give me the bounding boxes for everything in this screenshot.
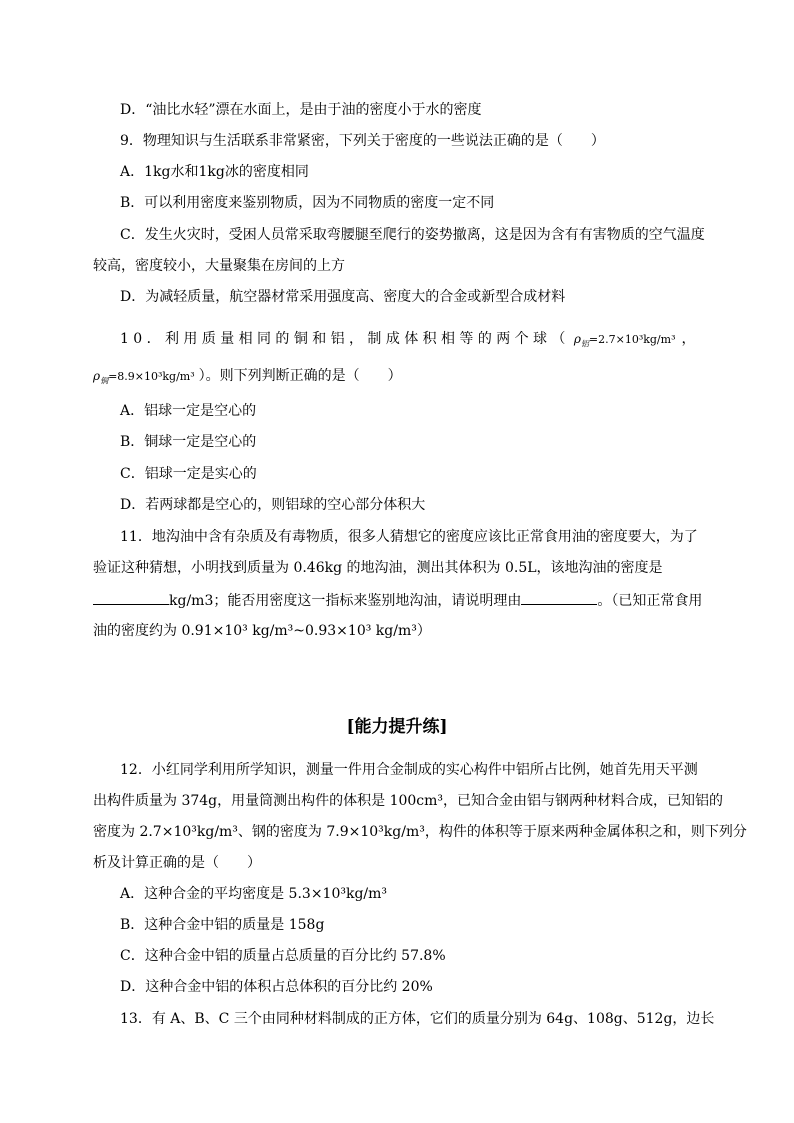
q11-stem-line4: 油的密度约为 0.91×10³ kg/m³~0.93×10³ kg/m³） [93,623,431,639]
q10-option-a: A．铝球一定是空心的 [120,403,257,419]
q12-stem-line2: 出构件质量为 374g，用量筒测出构件的体积是 100cm³，已知合金由铝与钢两种材料合成，已知铝的 [93,793,724,809]
q12-option-c: C．这种合金中铝的质量占总质量的百分比约 57.8% [120,948,446,964]
q13-stem: 13．有 A、B、C 三个由同种材料制成的正方体，它们的质量分别为 64g、108g、512g，边长 [120,1011,715,1027]
rho-aluminum-formula: $\rho_铝=2.7\times 10^3kg/m^3$ [573,332,676,349]
q11-stem-line2: 验证这种猜想，小明找到质量为 0.46kg 的地沟油，测出其体积为 0.5L，该地沟油的密度是 [93,560,663,576]
q10-option-d: D．若两球都是空心的，则铝球的空心部分体积大 [120,497,426,513]
q11-stem-line3: kg/m3；能否用密度这一指标来鉴别地沟油，请说明理由 。（已知正常食用 [93,590,702,611]
q9-option-c-cont: 较高，密度较小，大量聚集在房间的上方 [93,258,345,274]
q10-option-c: C．铝球一定是实心的 [120,466,257,482]
q9-stem: 9．物理知识与生活联系非常紧密，下列关于密度的一些说法正确的是（ ） [120,133,605,149]
q12-option-d: D．这种合金中铝的体积占总体积的百分比约 20% [120,979,433,995]
answer-blank-reason[interactable] [521,590,597,605]
q12-option-a: A．这种合金的平均密度是 5.3×10³kg/m³ [120,886,388,902]
q9-option-d: D．为减轻质量，航空器材常采用强度高、密度大的合金或新型合成材料 [120,289,566,305]
q12-stem-line3: 密度为 2.7×10³kg/m³、钢的密度为 7.9×10³kg/m³，构件的体积等于原来两种金属体积之和，则下列分 [93,824,747,840]
q8-option-d: D．“油比水轻”漂在水面上，是由于油的密度小于水的密度 [120,102,482,118]
q9-option-c: C．发生火灾时，受困人员常采取弯腰腿至爬行的姿势撤离，这是因为含有有害物质的空气温度 [120,227,705,243]
q10-option-b: B．铜球一定是空心的 [120,434,257,450]
rho-copper-formula: $\rho_铜=8.9\times 10^3kg/m^3$ [93,369,195,386]
q11-stem: 11．地沟油中含有杂质及有毒物质，很多人猜想它的密度应该比正常食用油的密度要大，为了 [120,529,698,545]
q12-stem-line4: 析及计算正确的是（ ） [93,855,261,871]
q10-stem: 10．利用质量相同的铜和铝，制成体积相等的两个球（ $\rho_铝=2.7\times 10^3kg/m^3$ ， [120,331,696,349]
q10-stem-cont: $\rho_铜=8.9\times 10^3kg/m^3$ ）。则下列判断正确的是（ ） [93,368,402,386]
q12-stem: 12．小红同学利用所学知识，测量一件用合金制成的实心构件中铝所占比例，她首先用天平测 [120,762,698,778]
q9-option-a: A．1kg水和1kg冰的密度相同 [120,164,309,180]
section-title: [能力提升练] [346,717,448,737]
q10-stem-text: 10．利用质量相同的铜和铝，制成体积相等的两个球（ [120,331,570,347]
answer-blank-density[interactable] [93,590,169,605]
q12-option-b: B．这种合金中铝的质量是 158g [120,917,325,933]
q9-option-b: B．可以利用密度来鉴别物质，因为不同物质的密度一定不同 [120,195,495,211]
